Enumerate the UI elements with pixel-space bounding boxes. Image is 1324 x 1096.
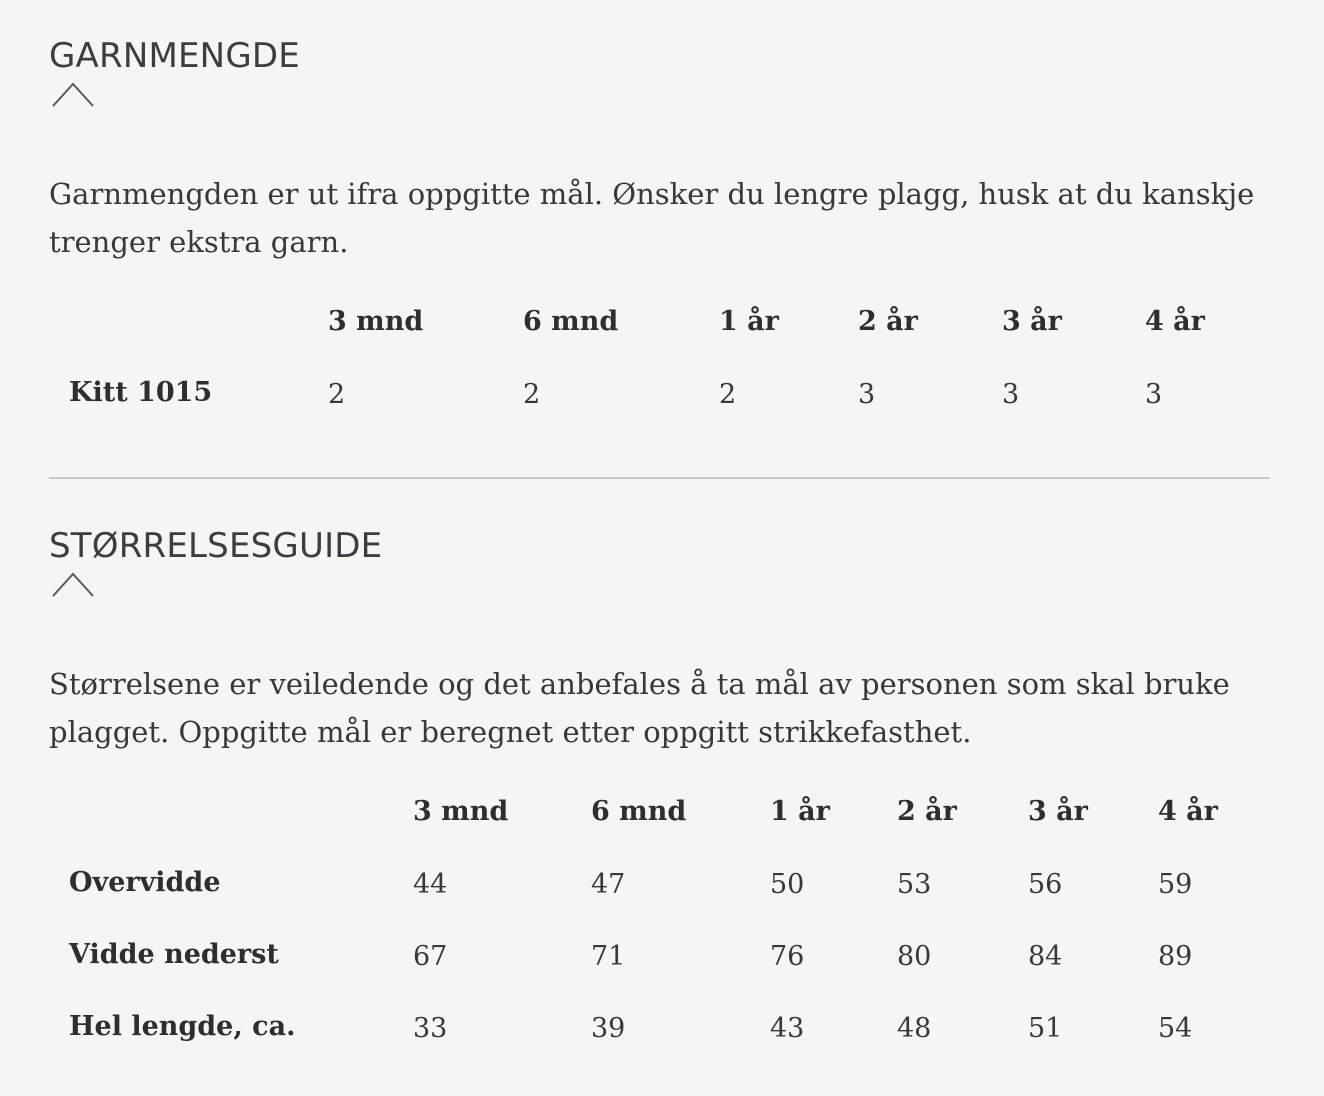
table-cell: 54: [1158, 1013, 1193, 1044]
row-label: Kitt 1015: [69, 377, 213, 408]
row-label: Hel lengde, ca.: [69, 1011, 296, 1042]
row-label: Vidde nederst: [69, 939, 279, 970]
column-header: 3 mnd: [328, 306, 424, 337]
column-header: 6 mnd: [591, 796, 687, 827]
storrelsesguide-title[interactable]: STØRRELSESGUIDE: [49, 526, 383, 566]
table-cell: 47: [591, 869, 626, 900]
row-label: Overvidde: [69, 867, 221, 898]
table-cell: 44: [413, 869, 448, 900]
table-cell: 50: [770, 869, 805, 900]
table-cell: 2: [328, 379, 346, 410]
column-header: 4 år: [1145, 306, 1205, 337]
table-cell: 59: [1158, 869, 1193, 900]
table-cell: 3: [858, 379, 876, 410]
table-cell: 48: [897, 1013, 932, 1044]
column-header: 6 mnd: [523, 306, 619, 337]
table-cell: 84: [1028, 941, 1063, 972]
garnmengde-title[interactable]: GARNMENGDE: [49, 36, 300, 76]
table-cell: 39: [591, 1013, 626, 1044]
section-divider: [49, 477, 1270, 479]
table-cell: 71: [591, 941, 626, 972]
table-cell: 3: [1002, 379, 1020, 410]
table-cell: 89: [1158, 941, 1193, 972]
table-cell: 67: [413, 941, 448, 972]
column-header: 3 år: [1002, 306, 1062, 337]
storrelsesguide-description: Størrelsene er veiledende og det anbefales å ta mål av personen som skal bruke plagget. Oppgitte mål er beregnet etter oppgitt strikkefasthet.: [49, 667, 1230, 749]
table-cell: 3: [1145, 379, 1163, 410]
table-cell: 56: [1028, 869, 1063, 900]
table-cell: 33: [413, 1013, 448, 1044]
table-cell: 76: [770, 941, 805, 972]
column-header: 1 år: [770, 796, 830, 827]
column-header: 2 år: [897, 796, 957, 827]
column-header: 3 mnd: [413, 796, 509, 827]
column-header: 1 år: [719, 306, 779, 337]
table-cell: 80: [897, 941, 932, 972]
chevron-up-icon[interactable]: [50, 570, 96, 598]
table-cell: 51: [1028, 1013, 1063, 1044]
table-cell: 43: [770, 1013, 805, 1044]
table-cell: 53: [897, 869, 932, 900]
column-header: 4 år: [1158, 796, 1218, 827]
column-header: 2 år: [858, 306, 918, 337]
table-cell: 2: [523, 379, 541, 410]
garnmengde-description: Garnmengden er ut ifra oppgitte mål. Ønsker du lengre plagg, husk at du kanskje trenger ekstra garn.: [49, 177, 1255, 259]
chevron-up-icon[interactable]: [50, 80, 96, 108]
column-header: 3 år: [1028, 796, 1088, 827]
table-cell: 2: [719, 379, 737, 410]
